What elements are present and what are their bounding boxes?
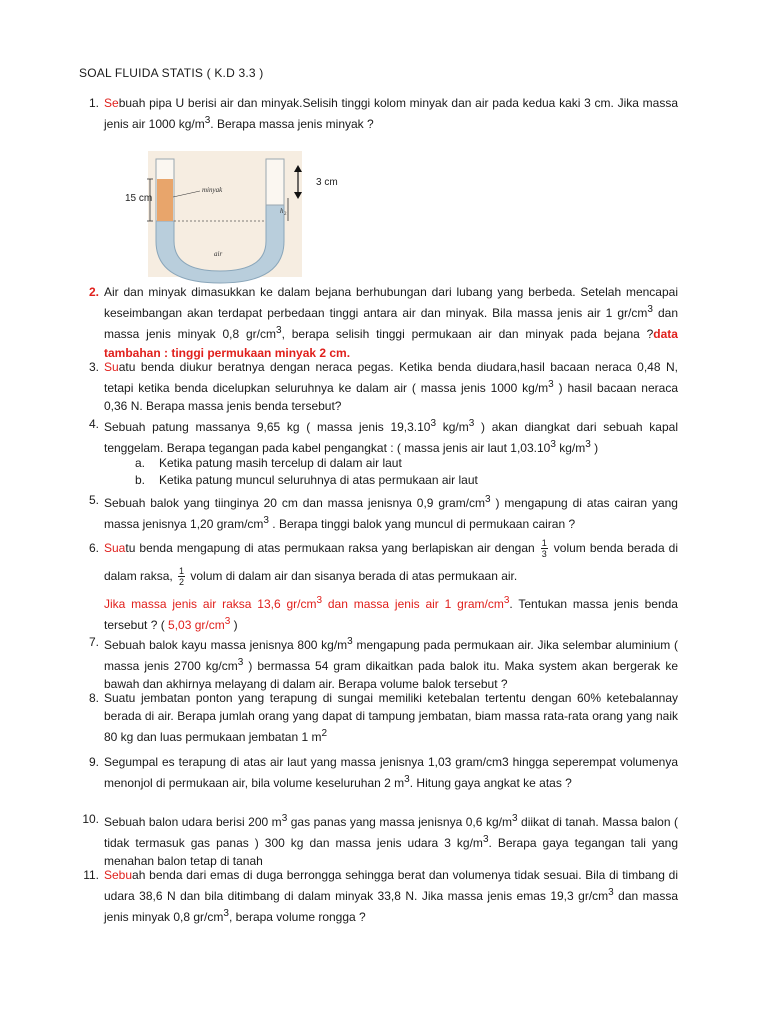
superscript: 3	[276, 325, 282, 337]
question-number: 8.	[88, 691, 99, 705]
question-text: . Tentukan massa jenis benda tersebut ? (	[104, 597, 678, 633]
question-number: 4.	[88, 417, 99, 431]
question-text: Air dan minyak dimasukkan ke dalam bejana berhubungan dari lubang yang berbeda. Setelah mencapai keseimbangan akan terdapat perbedaan tinggi antara air dan minyak. Bila massa jenis air 1 gr/cm	[104, 285, 678, 321]
highlight-text: Su	[104, 360, 119, 374]
superscript: 3	[204, 115, 211, 127]
question-2	[88, 283, 678, 362]
question-text: . Hitung gaya angkat ke atas ?	[409, 776, 572, 791]
u-tube-figure	[116, 145, 376, 285]
question-text: . Berapa massa jenis minyak ?	[210, 117, 374, 132]
question-number: 11.	[83, 868, 99, 882]
part-label: a.	[135, 456, 146, 470]
question-text: ) akan diangkat dari sebuah kapal tenggelam. Berapa tegangan pada kabel pengangkat : ( massa jenis air laut 1,03.10	[104, 420, 678, 456]
highlight-text: dan massa jenis air 1 gram/cm	[322, 597, 504, 611]
question-text: ah benda dari emas di duga berrongga sehingga berat dan volumenya tidak sesuai. Bila di timbang di udara 38,6 N dan bila ditimbang di dalam minyak 33,8 N. Jika massa jenis emas 19,3 gr/cm	[104, 868, 678, 904]
question-7	[88, 633, 679, 694]
superscript: 3	[503, 595, 510, 606]
highlight-text: Sebu	[104, 868, 133, 882]
question-text: Sebuah balon udara berisi 200 m	[104, 815, 282, 829]
superscript: 3	[608, 887, 614, 899]
height-label: 15 cm	[125, 193, 153, 204]
superscript: 3	[347, 636, 353, 647]
fraction-numerator: 1	[541, 538, 547, 549]
question-text: Sebuah patung massanya 9,65 kg ( massa jenis 19,3.10	[104, 420, 431, 434]
superscript: 3	[281, 813, 288, 824]
superscript: 3	[548, 379, 554, 391]
superscript: 3	[550, 439, 556, 451]
superscript: 3	[263, 515, 269, 527]
superscript: 3	[511, 813, 518, 824]
question-text: Sebuah balok yang tiinginya 20 cm dan massa jenisnya 0,9 gram/cm	[104, 496, 486, 510]
question-text: dan massa jenis minyak 0,8 gr/cm	[104, 889, 678, 925]
question-text: Segumpal es terapung di atas air laut yang massa jenisnya 1,03 gram/cm3 hingga seperempat volumenya menonjol di permukaan air, bila volume keseluruhan 2 m	[104, 755, 678, 791]
question-text: Suatu jembatan ponton yang terapung di sungai memiliki ketebalan tertentu dengan 60% ketebalannay berada di air. Berapa jumlah orang yang dapat di tampung jembatan, biam massa rata-rata orang yang naik 80 kg dan luas permukaan jembatan 1 m	[104, 691, 678, 745]
question-1	[88, 94, 678, 133]
question-number: 9.	[88, 755, 99, 769]
fraction-one-half	[178, 566, 185, 587]
superscript: 3	[468, 418, 475, 429]
diff-label: 3 cm	[316, 177, 338, 188]
part-text: Ketika patung masih tercelup di dalam air laut	[159, 456, 402, 470]
fraction-numerator: 1	[179, 566, 185, 577]
part-label: b.	[135, 473, 146, 487]
question-text: volum benda berada di dalam raksa,	[104, 541, 678, 583]
question-6	[88, 534, 678, 590]
question-number: 5.	[88, 493, 99, 507]
water-label: air	[214, 250, 223, 258]
question-11	[83, 866, 678, 927]
answer-hint: 5,03 gr/cm	[164, 618, 225, 633]
part-text: Ketika patung muncul seluruhnya di atas permukaan air laut	[159, 473, 478, 487]
question-number: 6.	[88, 541, 99, 555]
page-title: SOAL FLUIDA STATIS ( K.D 3.3 )	[79, 66, 264, 80]
superscript: 3	[485, 494, 491, 505]
question-text: atu benda diukur beratnya dengan neraca pegas. Ketika benda diudara,hasil bacaan neraca 0,48 N, tetapi ketika benda dicelupkan seluruhnya ke dalam air ( massa jenis 1000 kg/m	[104, 360, 678, 396]
superscript: 3	[223, 908, 229, 920]
question-text: Sebuah balok kayu massa jenisnya 800 kg/m	[104, 638, 348, 652]
question-6-continued	[104, 592, 678, 634]
superscript: 3	[647, 304, 653, 316]
h2-subscript: 2	[284, 212, 287, 217]
question-number: 3.	[88, 360, 99, 374]
question-text: ) bermassa 54 gram dikaitkan pada balok itu. Maka system akan bergerak ke bawah dan akhirnya melayang di dalam air. Berapa volume balok tersebut ?	[104, 659, 678, 692]
question-text: ) hasil bacaan neraca 0,36 N. Berapa massa jenis benda tersebut?	[104, 381, 679, 414]
question-text: tu benda mengapung di atas permukaan raksa yang berlapiskan air dengan	[125, 541, 539, 555]
superscript: 3	[224, 616, 231, 628]
question-text: buah pipa U berisi air dan minyak.Selisih tinggi kolom minyak dan air pada kedua kaki 3 cm. Jika massa jenis air 1000 kg/m	[104, 96, 678, 132]
superscript: 3	[404, 774, 410, 786]
question-text: , berapa selisih tinggi permukaan air dan minyak pada bejana ?	[281, 327, 654, 342]
additional-data-note: data tambahan : tinggi permukaan minyak 2 cm.	[104, 327, 678, 360]
question-number: 2.	[88, 285, 99, 299]
superscript: 3	[237, 657, 244, 669]
highlight-text: Sua	[104, 541, 126, 555]
question-text: kg/m	[555, 441, 586, 456]
fraction-denominator: 2	[179, 577, 185, 588]
question-number: 7.	[88, 635, 99, 649]
question-text: kg/m	[436, 420, 469, 434]
question-5	[88, 491, 678, 533]
question-8	[88, 689, 678, 747]
question-text: volum di dalam air dan sisanya berada di atas permukaan air.	[187, 569, 518, 583]
question-text: dan massa jenis minyak 0,8 gr/cm	[104, 306, 678, 342]
h2-label: h	[280, 207, 284, 215]
u-tube-diagram	[116, 145, 376, 285]
question-10	[82, 810, 679, 871]
superscript: 3	[482, 834, 489, 846]
question-4	[88, 415, 678, 457]
question-text: diikat di tanah. Massa balon ( tidak termasuk gas panas ) 300 kg dan massa jenis udara 3 kg/m	[104, 815, 679, 851]
superscript: 3	[316, 595, 323, 606]
question-text: . Berapa tinggi balok yang muncul di permukaan cairan ?	[268, 517, 576, 532]
question-4-part-a	[135, 454, 402, 472]
superscript: 3	[430, 418, 437, 429]
question-text: , berapa volume rongga ?	[228, 910, 366, 925]
question-text: ) mengapung di atas cairan yang massa jenisnya 1,20 gram/cm	[104, 496, 678, 532]
fraction-one-third	[541, 538, 548, 559]
right-tube	[266, 159, 284, 205]
question-number: 1.	[88, 96, 99, 110]
superscript: 3	[585, 439, 591, 451]
highlight-text: Jika massa jenis air raksa 13,6 gr/cm	[104, 597, 317, 611]
question-9	[88, 753, 678, 792]
oil-column	[157, 179, 173, 221]
question-text: )	[590, 441, 599, 456]
question-4-part-b	[135, 471, 478, 489]
oil-label: minyak	[202, 186, 223, 194]
question-3	[88, 358, 679, 416]
question-text: . Berapa gaya tegangan tali yang menahan balon tetap di tanah	[104, 836, 678, 869]
fraction-denominator: 3	[541, 549, 547, 560]
superscript: 2	[321, 728, 328, 740]
question-text: mengapung pada permukaan air. Jika selembar aluminium ( massa jenis 2700 kg/cm	[104, 638, 679, 674]
question-text: )	[230, 618, 238, 633]
highlight-text: Se	[104, 96, 119, 110]
question-number: 10.	[82, 812, 99, 826]
question-text: gas panas yang massa jenisnya 0,6 kg/m	[287, 815, 512, 829]
